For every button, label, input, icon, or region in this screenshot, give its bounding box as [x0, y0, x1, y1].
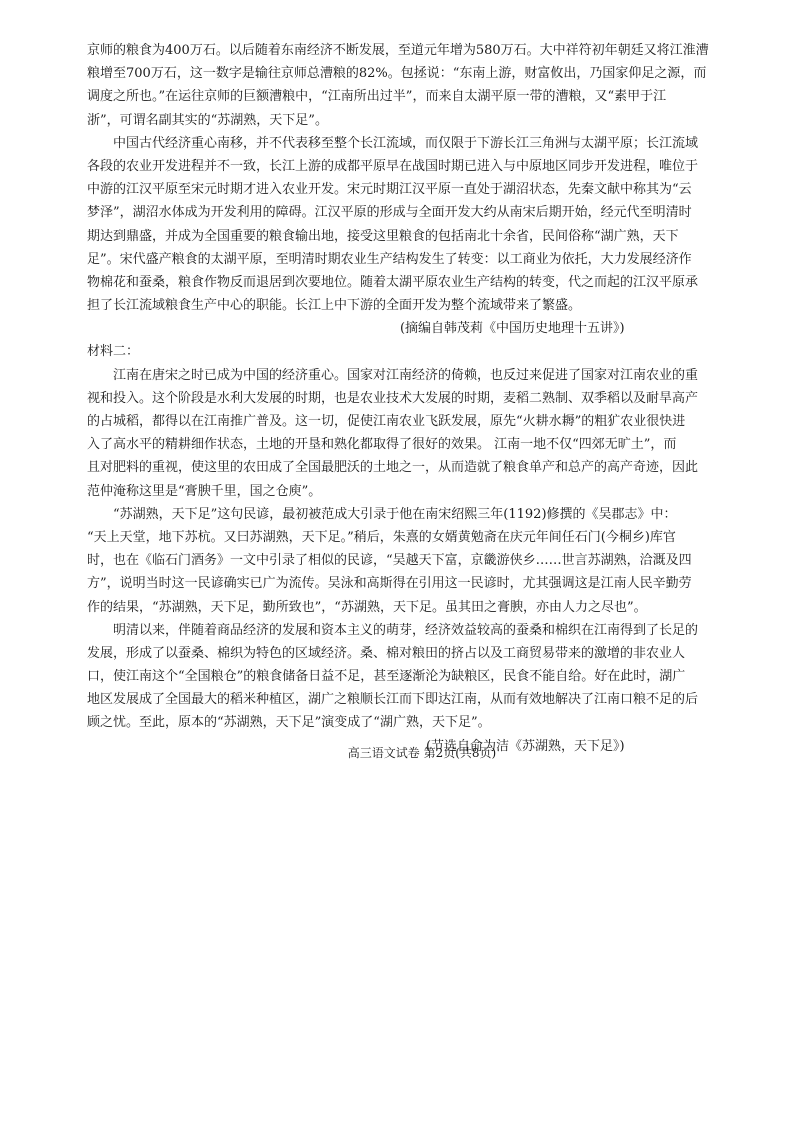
text-line: 梦泽”，湖沼水体成为开发利用的障碍。江汉平原的形成与全面开发大约从南宋后期开始，经元代至明清时	[87, 205, 692, 221]
text-line: 京师的粮食为400万石。以后随着东南经济不断发展，至道元年增为580万石。大中祥符初年朝廷又将江淮漕	[87, 43, 709, 58]
text-line: 物棉花和蚕桑，粮食作物反而退居到次要地位。随着太湖平原农业生产结构的转变，代之而起的江汉平原承	[87, 274, 699, 290]
text-line: 中游的江汉平原至宋元时期才进入农业开发。宋元时期江汉平原一直处于湖沼状态，先秦文献中称其为“云	[87, 182, 692, 198]
text-line: 范仲淹称这里是“膏腴千里，国之仓庾”。	[87, 483, 322, 499]
text-line: 发展，形成了以蚕桑、棉织为特色的区域经济。桑、棉对粮田的挤占以及工商贸易带来的激增的非农业人	[87, 645, 686, 661]
text-line: 江南在唐宋之时已成为中国的经济重心。国家对江南经济的倚赖，也反过来促进了国家对江南农业的重	[87, 367, 699, 383]
text-line: 口，使江南这个“全国粮仓”的粮食储备日益不足，甚至逐渐沦为缺粮区，民食不能自给。好在此时，湖广	[87, 669, 686, 685]
material-heading: 材料二：	[87, 344, 140, 360]
text-line: “苏湖熟，天下足”这句民谚，最初被范成大引录于他在南宋绍熙三年(1192)修撰的《吴郡志》中：	[87, 506, 677, 522]
text-line: 作的结果，“苏湖熟，天下足，勤所致也”，“苏湖熟，天下足。虽其田之膏腴，亦由人力之尽也”。	[87, 599, 647, 615]
text-line: 担了长江流域粮食生产中心的职能。长江上中下游的全面开发为整个流域带来了繁盛。	[87, 298, 582, 314]
text-line: 中国古代经济重心南移，并不代表移至整个长江流域，而仅限于下游长江三角洲与太湖平原；长江流域	[87, 135, 699, 151]
text-line: 各段的农业开发进程并不一致，长江上游的成都平原早在战国时期已进入与中原地区同步开发进程，唯位于	[87, 158, 699, 174]
text-line: 期达到鼎盛，并成为全国重要的粮食输出地，接受这里粮食的包括南北十余省，民间俗称“湖广熟，天下	[87, 228, 679, 244]
text-line: 顾之忧。至此，原本的“苏湖熟，天下足”演变成了“湖广熟，天下足”。	[87, 715, 491, 731]
text-line: 入了高水平的精耕细作状态，土地的开垦和熟化都取得了很好的效果。 江南一地不仅“四郊无旷土”，而	[87, 437, 677, 453]
text-line: 浙”，可谓名副其实的“苏湖熟，天下足”。	[87, 112, 328, 128]
passage-one-tail	[87, 39, 709, 758]
text-line: 地区发展成了全国最大的稻米种植区，湖广之粮顺长江而下即达江南，从而有效地解决了江南口粮不足的后	[87, 692, 699, 708]
text-line: 明清以来，伴随着商品经济的发展和资本主义的萌芽，经济效益较高的蚕桑和棉织在江南得到了长足的	[87, 622, 699, 638]
source-citation: (摘编自韩茂莉《中国历史地理十五讲》)	[399, 321, 625, 337]
page-footer: 高三语文试卷 第2页(共8页)	[347, 746, 497, 760]
text-line: 方”，说明当时这一民谚确实已广为流传。吴泳和高斯得在引用这一民谚时，尤其强调这是江南人民辛勤劳	[87, 576, 692, 592]
text-line: 粮增至700万石，这一数字是输往京师总漕粮的82%。包拯说：“东南上游，财富攸出，乃国家仰足之源，而	[87, 66, 707, 82]
text-line: 时，也在《临石门酒务》一文中引录了相似的民谚，“吴越天下富，京畿游侠乡……世言苏湖熟，洽溉及四	[87, 553, 692, 569]
text-line: 的占城稻，都得以在江南推广普及。这一切，促使江南农业飞跃发展，原先“火耕水耨”的粗犷农业很快进	[87, 414, 686, 429]
text-line: 调度之所也。”在运往京师的巨额漕粮中，“江南所出过半”，而来自太湖平原一带的漕粮，又“素甲于江	[87, 89, 667, 105]
text-line: “天上天堂，地下苏杭。又曰苏湖熟，天下足。”稍后，朱熹的女婿黄勉斋在庆元年间任石门(今桐乡)库官	[87, 529, 676, 545]
text-line: 足”。宋代盛产粮食的太湖平原，至明清时期农业生产结构发生了转变：以工商业为依托，大力发展经济作	[87, 251, 692, 267]
source-citation: (节选自俞为洁《苏湖熟，天下足》)	[425, 738, 625, 754]
text-line: 视和投入。这个阶段是水利大发展的时期，也是农业技术大发展的时期，麦稻二熟制、双季稻以及耐旱高产	[87, 390, 699, 406]
text-line: 且对肥料的重视，使这里的农田成了全国最肥沃的土地之一，从而造就了粮食单产和总产的高产奇迹，因此	[87, 460, 699, 476]
